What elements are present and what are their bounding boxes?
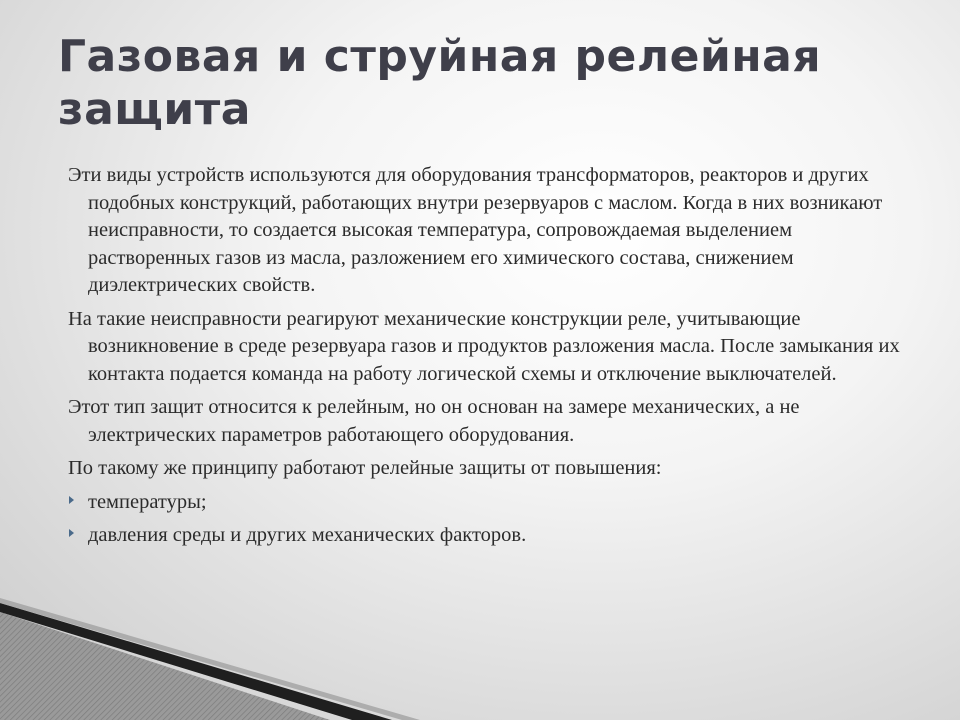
bullet-triangle-icon — [69, 529, 74, 537]
bullet-text: давления среды и других механических факторов. — [88, 524, 527, 546]
paragraph-principle: По такому же принципу работают релейные защиты от повышения: — [68, 457, 662, 479]
bullet-item-temperature — [68, 489, 913, 517]
paragraph-faults-reaction: На такие неисправности реагируют механические конструкции реле, учитывающие возникновение в среде резервуара газов и продуктов разложения масла. После замыкания их контакта подается команда на работу логической схемы и отключение выключателей. — [68, 307, 900, 385]
dark-stripe — [0, 603, 392, 720]
bullet-triangle-icon — [69, 496, 74, 504]
paragraph-devices: Эти виды устройств используются для оборудования трансформаторов, реакторов и других подобных конструкций, работающих внутри резервуаров с маслом. Когда в них возникают неисправности, то создается высокая температура, сопровождаемая выделением растворенных газов из масла, разложением его химического состава, снижением диэлектрических свойств. — [68, 164, 883, 296]
slide-content — [68, 162, 913, 556]
light-stripe — [0, 598, 420, 720]
slide-title: Газовая и струйная релейная защита — [58, 31, 822, 135]
paragraph-protection-type: Этот тип защит относится к релейным, но он основан на замере механических, а не электрических параметров работающего оборудования. — [68, 396, 800, 446]
bullet-item-pressure — [68, 522, 913, 550]
bullet-text: температуры; — [88, 490, 207, 513]
hatched-wedge — [0, 612, 330, 720]
